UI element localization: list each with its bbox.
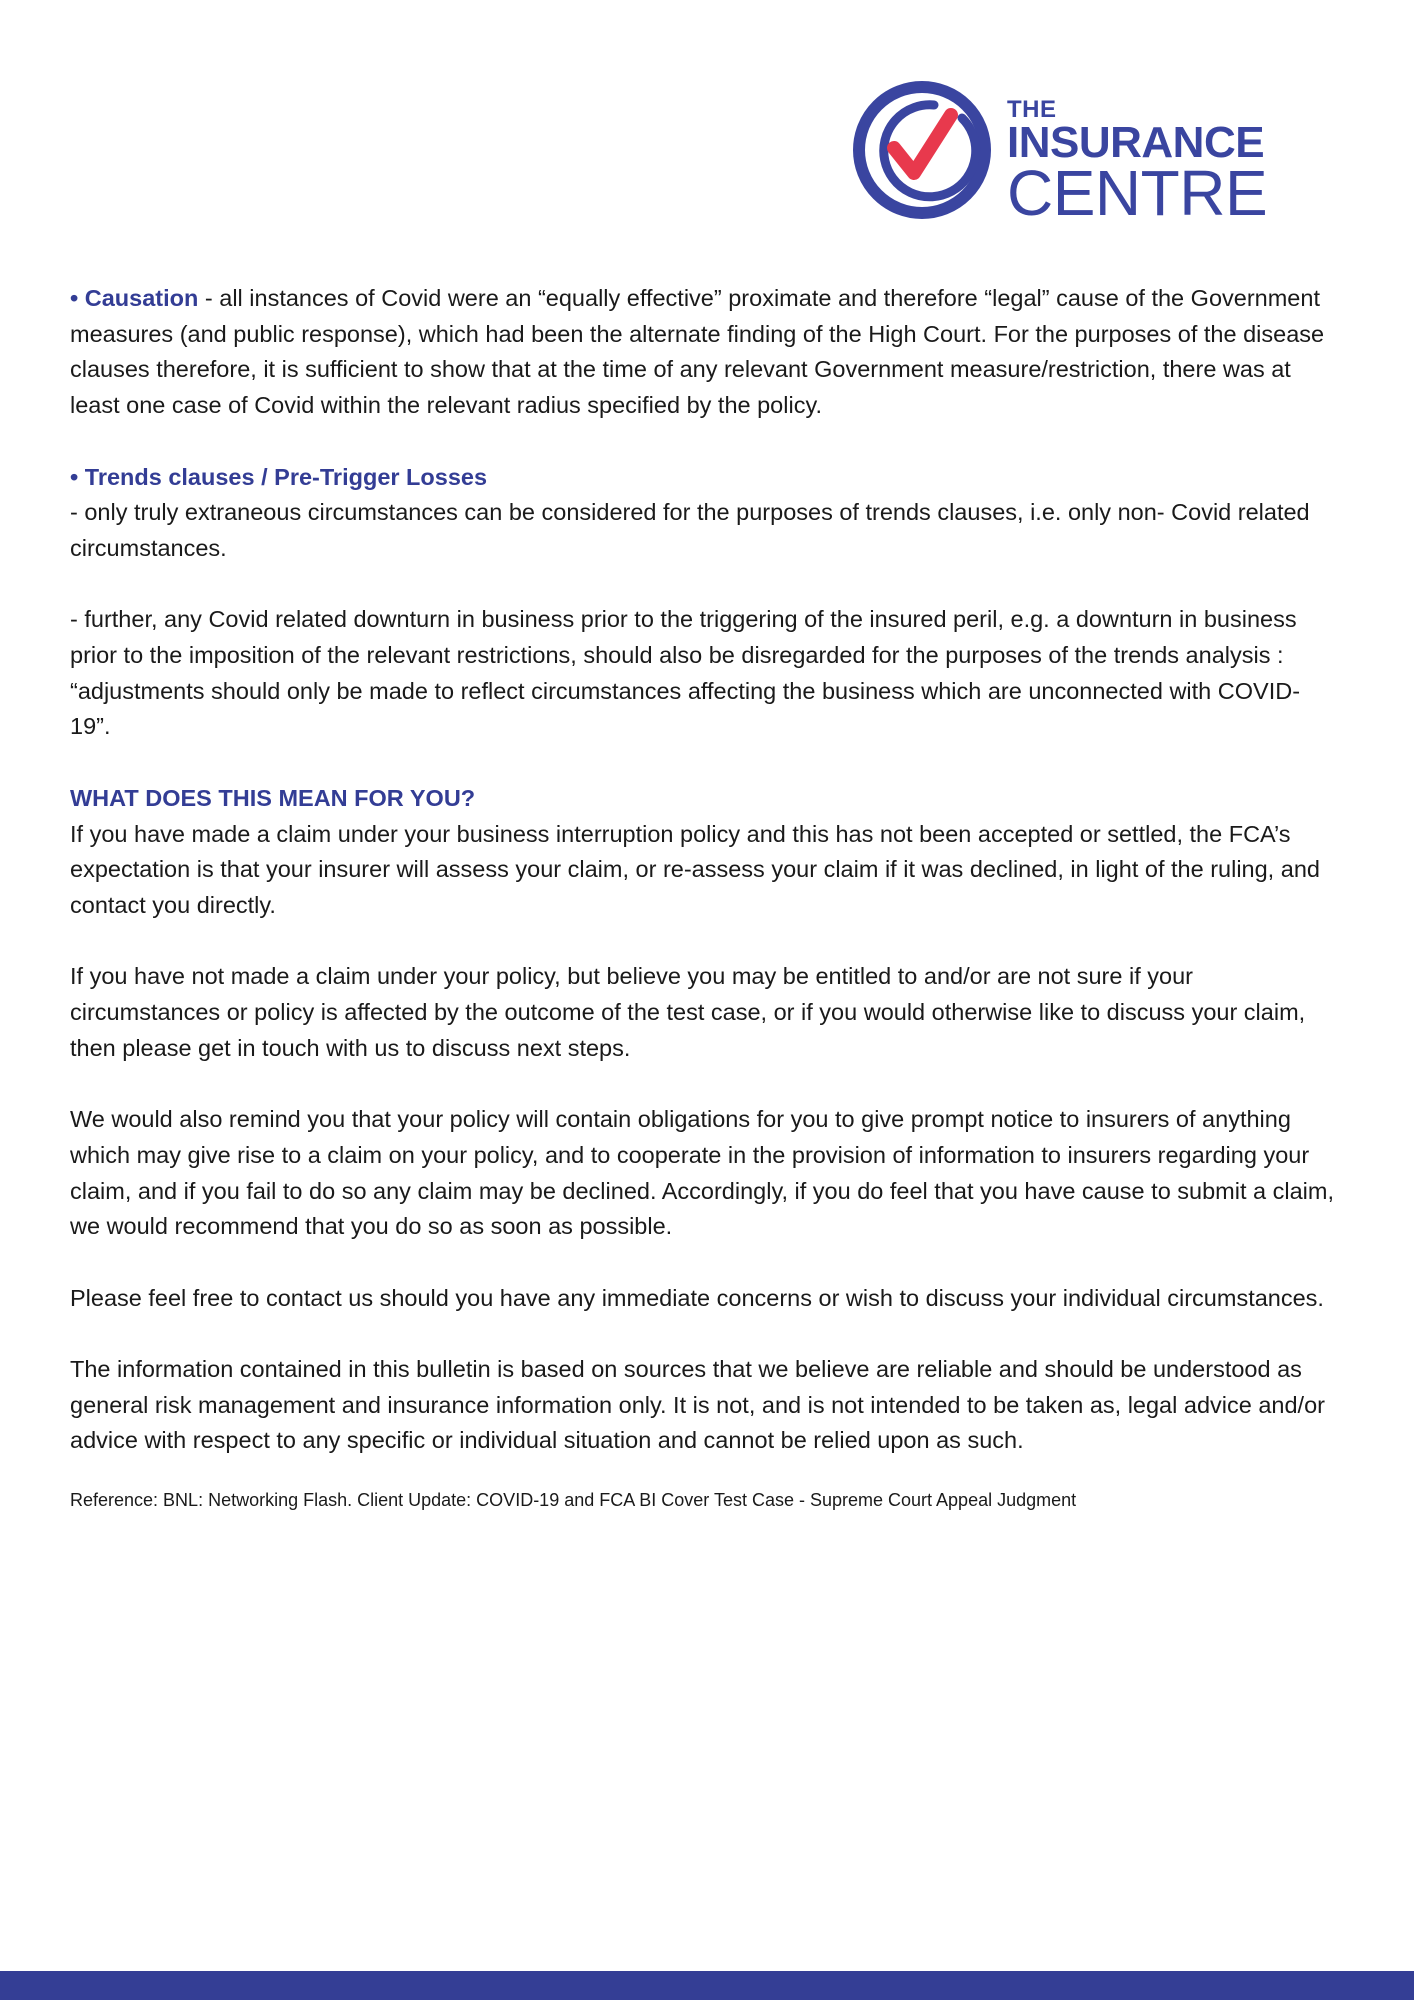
logo-centre: CENTRE bbox=[1007, 157, 1268, 229]
logo-the: THE bbox=[1007, 96, 1057, 123]
what-means-paragraph-1: If you have made a claim under your business interruption policy and this has not been accepted or settled, the FCA’s expectation is that your insurer will assess your claim, or re-assess your claim if it was declined, in light of the ruling, and contact you directly. bbox=[70, 820, 1320, 918]
what-means-paragraph-3: We would also remind you that your policy will contain obligations for you to give prompt notice to insurers of anything which may give rise to a claim on your policy, and to cooperate in the provision of information to insurers regarding your claim, and if you fail to do so any claim may be declined. Accordingly, if you do feel that you have cause to submit a claim, we would recommend that you do so as soon as possible. bbox=[70, 1106, 1334, 1240]
disclaimer-paragraph: The information contained in this bulletin is based on sources that we believe are reliable and should be understood as general risk management and insurance information only. It is not, and is not intended to be taken as, legal advice and/or advice with respect to any specific or individual situation and cannot be relied upon as such. bbox=[70, 1355, 1325, 1454]
trends-paragraph-2: - further, any Covid related downturn in business prior to the triggering of the insured peril, e.g. a downturn in business prior to the imposition of the relevant restrictions, should also be disregarded for the purposes of the trends analysis : “adjustments should only be made to reflect circumstances affecting the business which are unconnected with COVID-19”. bbox=[70, 606, 1301, 740]
trends-paragraph-1: - only truly extraneous circumstances can be considered for the purposes of trends clauses, i.e. only non- Covid related circumstances. bbox=[70, 499, 1310, 561]
footer-bar bbox=[0, 1971, 1414, 2000]
document-body bbox=[70, 281, 1340, 1548]
logo-insurance: INSURANCE bbox=[1007, 118, 1265, 167]
trends-section bbox=[70, 460, 1340, 567]
section-heading: WHAT DOES THIS MEAN FOR YOU? bbox=[70, 784, 476, 811]
what-means-section bbox=[70, 781, 1340, 924]
causation-paragraph bbox=[70, 281, 1340, 424]
trends-label: • Trends clauses / Pre-Trigger Losses bbox=[70, 463, 488, 490]
logo-wordmark bbox=[1007, 96, 1268, 229]
what-means-paragraph-2: If you have not made a claim under your policy, but believe you may be entitled to and/or are not sure if your circumstances or policy is affected by the outcome of the test case, or if you would otherwise like to discuss your claim, then please get in touch with us to discuss next steps. bbox=[70, 963, 1306, 1061]
causation-label: • Causation bbox=[70, 285, 199, 311]
reference-line: Reference: BNL: Networking Flash. Client Update: COVID-19 and FCA BI Cover Test Case - Supreme Court Appeal Judgment bbox=[70, 1489, 1077, 1510]
what-means-paragraph-4: Please feel free to contact us should you have any immediate concerns or wish to discuss your individual circumstances. bbox=[70, 1284, 1324, 1311]
company-logo bbox=[850, 78, 1268, 229]
check-circle-icon bbox=[850, 78, 1000, 222]
causation-text: - all instances of Covid were an “equally effective” proximate and therefore “legal” cause of the Government measures (and public response), which had been the alternate finding of the High Court. For the purposes of the disease clauses therefore, it is sufficient to show that at the time of any relevant Government measure/restriction, there was at least one case of Covid within the relevant radius specified by the policy. bbox=[70, 285, 1325, 419]
